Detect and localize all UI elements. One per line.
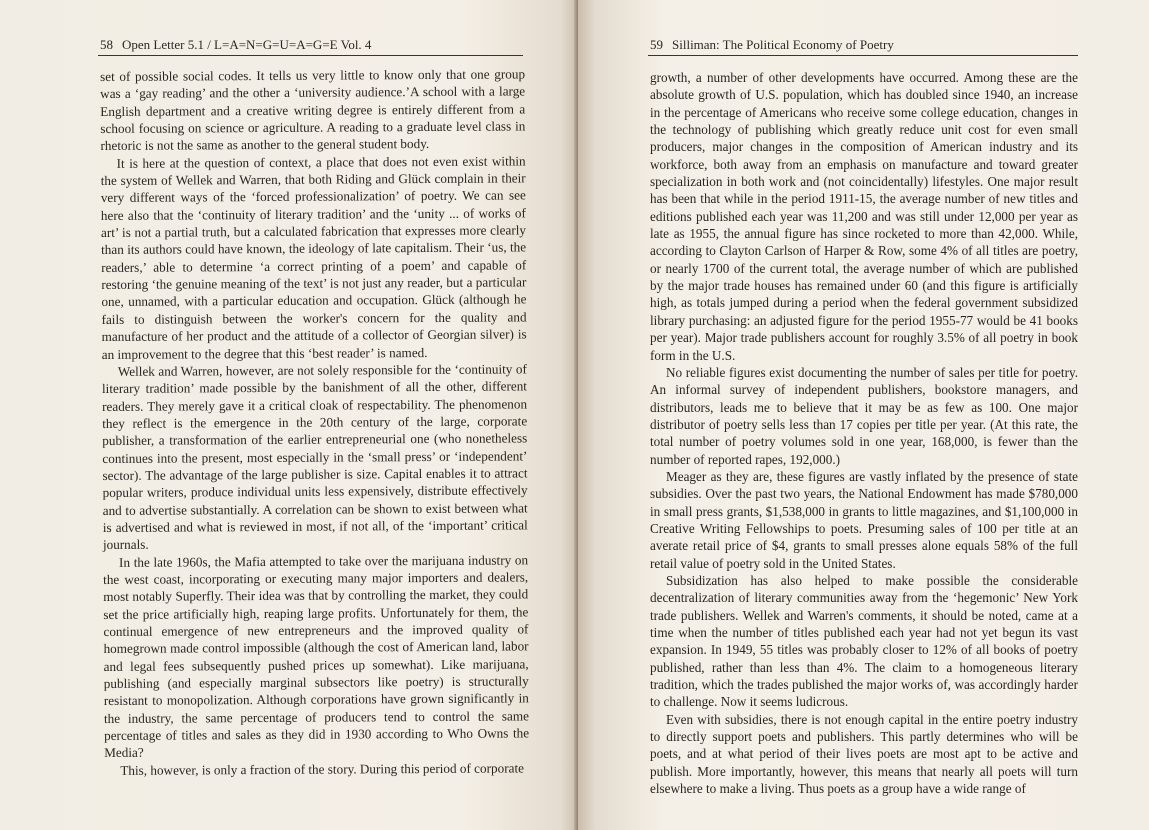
- left-paragraph-4: In the late 1960s, the Mafia attempted to take over the marijuana industry on the west coast, incorporating or executing many major importers and dealers, most notably Superfly. Their idea was that by controlling the market, they could set the price artificially high, reaping large profits. Unfortunately for them, the continual emergence of new entrepreneurs and the improved quality of homegrown made control impossible (although the cost of American land, labor and legal fees subsequently pushed prices up somewhat). Like marijuana, publishing (and especially marginal subsectors like poetry) is structurally resistant to monopolization. Although corporations have grown significantly in the industry, the same percentage of producers tend to control the same percentage of titles and sales as they did in 1930 according to Who Owns the Media?: [103, 552, 530, 761]
- right-paragraph-1: growth, a number of other developments have occurred. Among these are the absolute growth of U.S. population, which has doubled since 1940, an increase in the percentage of Americans who receive some college education, changes in the technology of publishing which greatly reduce unit cost for even small producers, major changes in the composition of American industry and its workforce, both away from an emphasis on manufacture and toward greater specialization in both work and (not coincidentally) lifestyles. One major result has been that while in the period 1911-15, the average number of new titles and editions published each year was 11,200 and was still under 12,000 per year as late as 1955, the annual figure has since rocketed to more than 42,000. While, according to Clayton Carlson of Harper & Row, some 4% of all titles are poetry, or nearly 1700 of the current total, the average number of which are published by the major trade houses has remained under 60 (and this figure is artificially high, as totals jumped during a period when the federal government subsidized library purchasing: an adjusted figure for the period 1955-77 would be 41 books per year). Major trade publishers account for roughly 3.5% of all poetry in book form in the U.S.: [650, 70, 1078, 363]
- right-page-header: [650, 37, 894, 53]
- left-page-body: [100, 65, 529, 779]
- right-page-number: 59: [650, 37, 663, 52]
- left-page-number: 58: [100, 37, 113, 52]
- left-running-title: Open Letter 5.1 / L=A=N=G=U=A=G=E Vol. 4: [122, 37, 372, 52]
- left-paragraph-5: This, however, is only a fraction of the story. During this period of corporate: [120, 760, 524, 778]
- right-paragraph-3: Meager as they are, these figures are vastly inflated by the presence of state subsidies. Over the past two years, the National Endowment has made $780,000 in small press grants, $1,538,000 in grants to little magazines, and $1,100,000 in Creative Writing Fellowships to poets. Presuming sales of 100 per title at an averate retail price of $4, grants to small presses alone equals 58% of the full retail value of poetry sold in the United States.: [650, 468, 1078, 571]
- right-running-title: Silliman: The Political Economy of Poetry: [672, 37, 894, 52]
- left-paragraph-3: Wellek and Warren, however, are not solely responsible for the ‘continuity of literary tradition’ made possible by the banishment of all the other, different readers. They merely gave it a critical cloak of respectability. The phenomenon they reflect is the emergence in the 20th century of the large, corporate publisher, a transformation of the earlier entrepreneurial one (who nonetheless continues into the present, most especially in the ‘small press’ or ‘independent’ sector). The advantage of the large publisher is size. Capital enables it to attract popular writers, produce individual units less expensively, distribute effectively and to advertise substantially. A correlation can be shown to exist between what is advertised and what is reviewed in most, if not all, of the ‘important’ critical journals.: [101, 361, 528, 553]
- right-page: [578, 0, 1149, 830]
- right-header-rule: [648, 55, 1078, 56]
- right-page-body: [650, 69, 1078, 797]
- left-header-rule: [98, 55, 523, 56]
- right-paragraph-2: No reliable figures exist documenting the number of sales per title for poetry. An informal survey of independent publishers, bookstore managers, and distributors, leads me to believe that it may be as few as 100. One major distributor of poetry sells less than 17 copies per title per year. (At this rate, the total number of poetry volumes sold in one year, 168,000, is fewer than the number of reported rapes, 192,000.): [650, 364, 1078, 467]
- left-paragraph-2: It is here at the question of context, a place that does not even exist within the system of Wellek and Warren, that both Riding and Glück complain in their very different ways of the ‘forced professionalization’ of poetry. We can see here also that the ‘continuity of literary tradition’ and the ‘unity ... of works of art’ is not a partial truth, but a calculated fabrication that expresses more clearly than its authors could have known, the ideology of late capitalism. Their ‘us, the readers,’ able to determine ‘a correct printing of a poem’ and capable of restoring ‘the genuine meaning of the text’ is not just any reader, but a particular one, unnamed, with a particular education and occupation. Glück (although he fails to distinguish between the worker's concern for the quality and manufacture of her product and the attitude of a collector of Georgian silver) is an improvement to the degree that this ‘best reader’ is named.: [100, 153, 527, 362]
- right-paragraph-5: Even with subsidies, there is not enough capital in the entire poetry industry to directly support poets and publishers. This partly determines who will be poets, and at what period of their lives poets are most apt to be active and publish. More importantly, however, this means that nearly all poets will turn elsewhere to make a living. Thus poets as a group have a wide range of: [650, 711, 1078, 797]
- right-paragraph-4: Subsidization has also helped to make possible the considerable decentralization of literary communities away from the ‘hegemonic’ New York trade publishers. Wellek and Warren's comments, it should be noted, came at a time when the number of titles published each year had not yet begun its vast expansion. In 1949, 55 titles was probably closer to 12% of all books of poetry published, rather than less than 4%. The claim to a homogeneous literary tradition, which the trades published the major works of, was accordingly harder to challenge. Now it seems ludicrous.: [650, 572, 1078, 710]
- left-paragraph-1: set of possible social codes. It tells us very little to know only that one group was a ‘gay reading’ and the other a ‘university audience.’A school with a large English department and a creative writing degree is entirely different from a school focusing on science or agriculture. A reading to a graduate level class in rhetoric is not the same as another to the general student body.: [100, 66, 526, 154]
- left-page-header: [100, 37, 371, 53]
